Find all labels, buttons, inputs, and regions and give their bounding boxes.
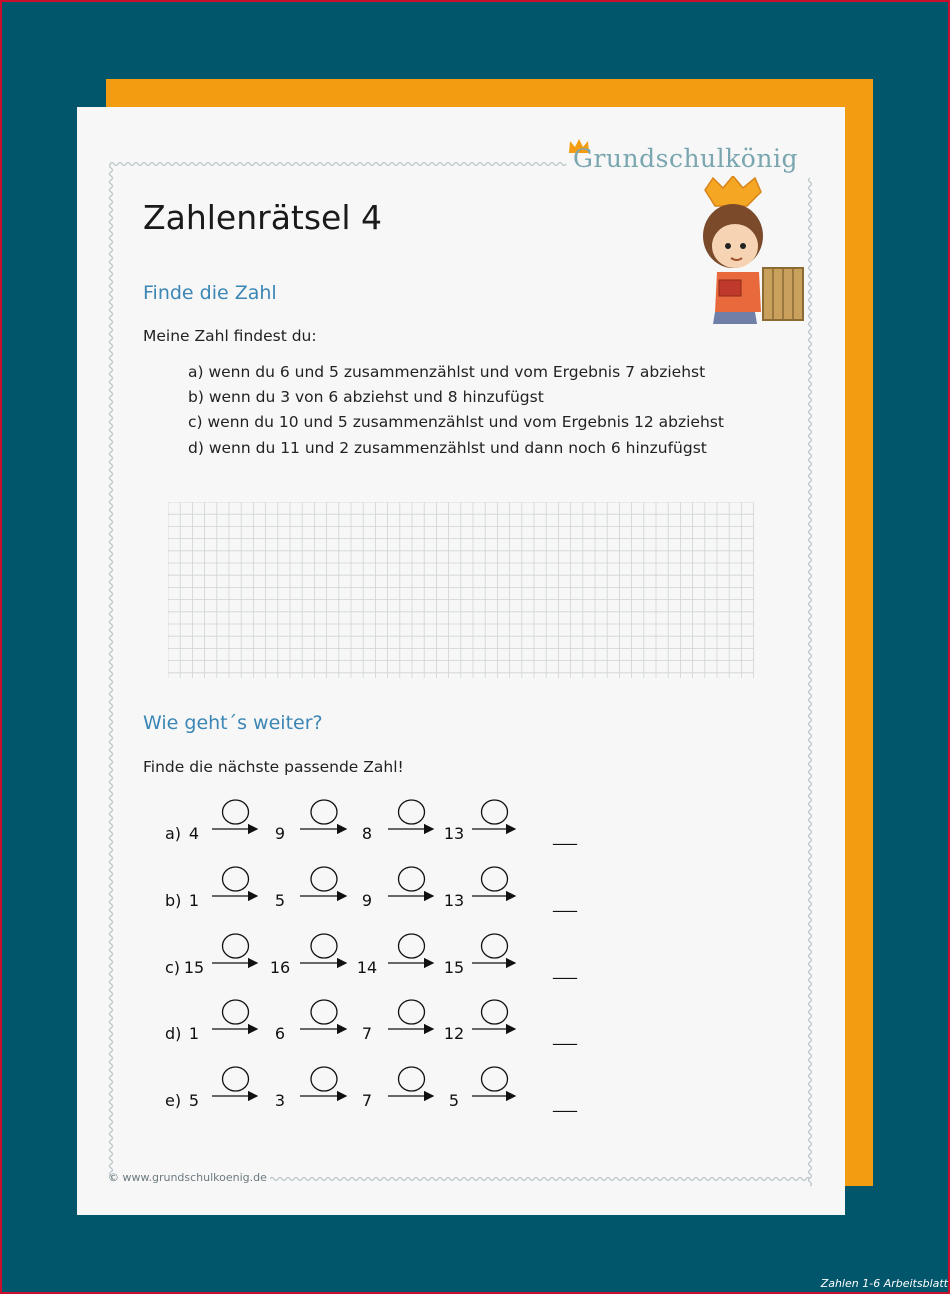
sequence-number: 5 xyxy=(188,1091,200,1110)
sequence-number: 1 xyxy=(188,1024,200,1043)
sequence-number: 6 xyxy=(274,1024,286,1043)
sequence-number: 8 xyxy=(361,824,373,843)
brand-logo: Grundschulkönig xyxy=(573,144,798,173)
answer-circle[interactable] xyxy=(223,800,249,824)
sequence-number: 3 xyxy=(274,1091,286,1110)
answer-blank: ___ xyxy=(553,1093,577,1112)
answer-circle[interactable] xyxy=(482,1067,508,1091)
answer-circle[interactable] xyxy=(482,934,508,958)
answer-circle[interactable] xyxy=(311,934,337,958)
answer-blank: ___ xyxy=(553,1026,577,1045)
sequence-number: 13 xyxy=(443,891,465,910)
answer-circle[interactable] xyxy=(223,867,249,891)
sequence-number: 9 xyxy=(361,891,373,910)
sequence-number: 4 xyxy=(188,824,200,843)
sequence-label: d) xyxy=(165,1024,182,1043)
sequence-number: 1 xyxy=(188,891,200,910)
sequence-label: e) xyxy=(165,1091,182,1110)
section-heading-whats-next: Wie geht´s weiter? xyxy=(143,712,323,734)
sequence-number: 14 xyxy=(356,958,378,977)
sequence-number: 7 xyxy=(361,1091,373,1110)
sequence-label: b) xyxy=(165,891,182,910)
number-sequences xyxy=(160,790,620,1120)
squared-writing-grid[interactable] xyxy=(168,502,754,678)
riddle-item-b: b) wenn du 3 von 6 abziehst und 8 hinzufügst xyxy=(188,388,544,406)
sequence-number: 15 xyxy=(443,958,465,977)
answer-circle[interactable] xyxy=(399,867,425,891)
answer-circle[interactable] xyxy=(311,800,337,824)
answer-circle[interactable] xyxy=(399,1000,425,1024)
answer-circle[interactable] xyxy=(482,1000,508,1024)
answer-circle[interactable] xyxy=(482,867,508,891)
answer-circle[interactable] xyxy=(399,934,425,958)
image-caption: Zahlen 1-6 Arbeitsblatt xyxy=(820,1277,948,1290)
answer-blank: ___ xyxy=(553,960,577,979)
boy-with-crown-illustration xyxy=(695,176,810,326)
section2-intro: Finde die nächste passende Zahl! xyxy=(143,758,404,776)
answer-circle[interactable] xyxy=(223,1067,249,1091)
sequence-label: a) xyxy=(165,824,182,843)
sequence-number: 15 xyxy=(183,958,205,977)
sequence-number: 9 xyxy=(274,824,286,843)
answer-blank: ___ xyxy=(553,893,577,912)
answer-circle[interactable] xyxy=(223,1000,249,1024)
answer-circle[interactable] xyxy=(399,1067,425,1091)
sequence-number: 12 xyxy=(443,1024,465,1043)
riddle-item-c: c) wenn du 10 und 5 zusammenzählst und vom Ergebnis 12 abziehst xyxy=(188,413,724,431)
answer-circle[interactable] xyxy=(223,934,249,958)
sequence-label: c) xyxy=(165,958,181,977)
footer-url: © www.grundschulkoenig.de xyxy=(108,1171,267,1184)
answer-blank: ___ xyxy=(553,826,577,845)
answer-circle[interactable] xyxy=(311,1000,337,1024)
worksheet-title: Zahlenrätsel 4 xyxy=(143,198,383,237)
sequence-number: 16 xyxy=(269,958,291,977)
riddle-item-a: a) wenn du 6 und 5 zusammenzählst und vom Ergebnis 7 abziehst xyxy=(188,363,706,381)
answer-circle[interactable] xyxy=(399,800,425,824)
sequence-number: 5 xyxy=(274,891,286,910)
answer-circle[interactable] xyxy=(311,867,337,891)
riddle-item-d: d) wenn du 11 und 2 zusammenzählst und dann noch 6 hinzufügst xyxy=(188,439,707,457)
answer-circle[interactable] xyxy=(311,1067,337,1091)
footer-wave xyxy=(270,1173,810,1185)
sequence-number: 13 xyxy=(443,824,465,843)
sequence-number: 5 xyxy=(448,1091,460,1110)
section1-intro: Meine Zahl findest du: xyxy=(143,327,317,345)
sequence-number: 7 xyxy=(361,1024,373,1043)
answer-circle[interactable] xyxy=(482,800,508,824)
section-heading-find-number: Finde die Zahl xyxy=(143,282,277,304)
